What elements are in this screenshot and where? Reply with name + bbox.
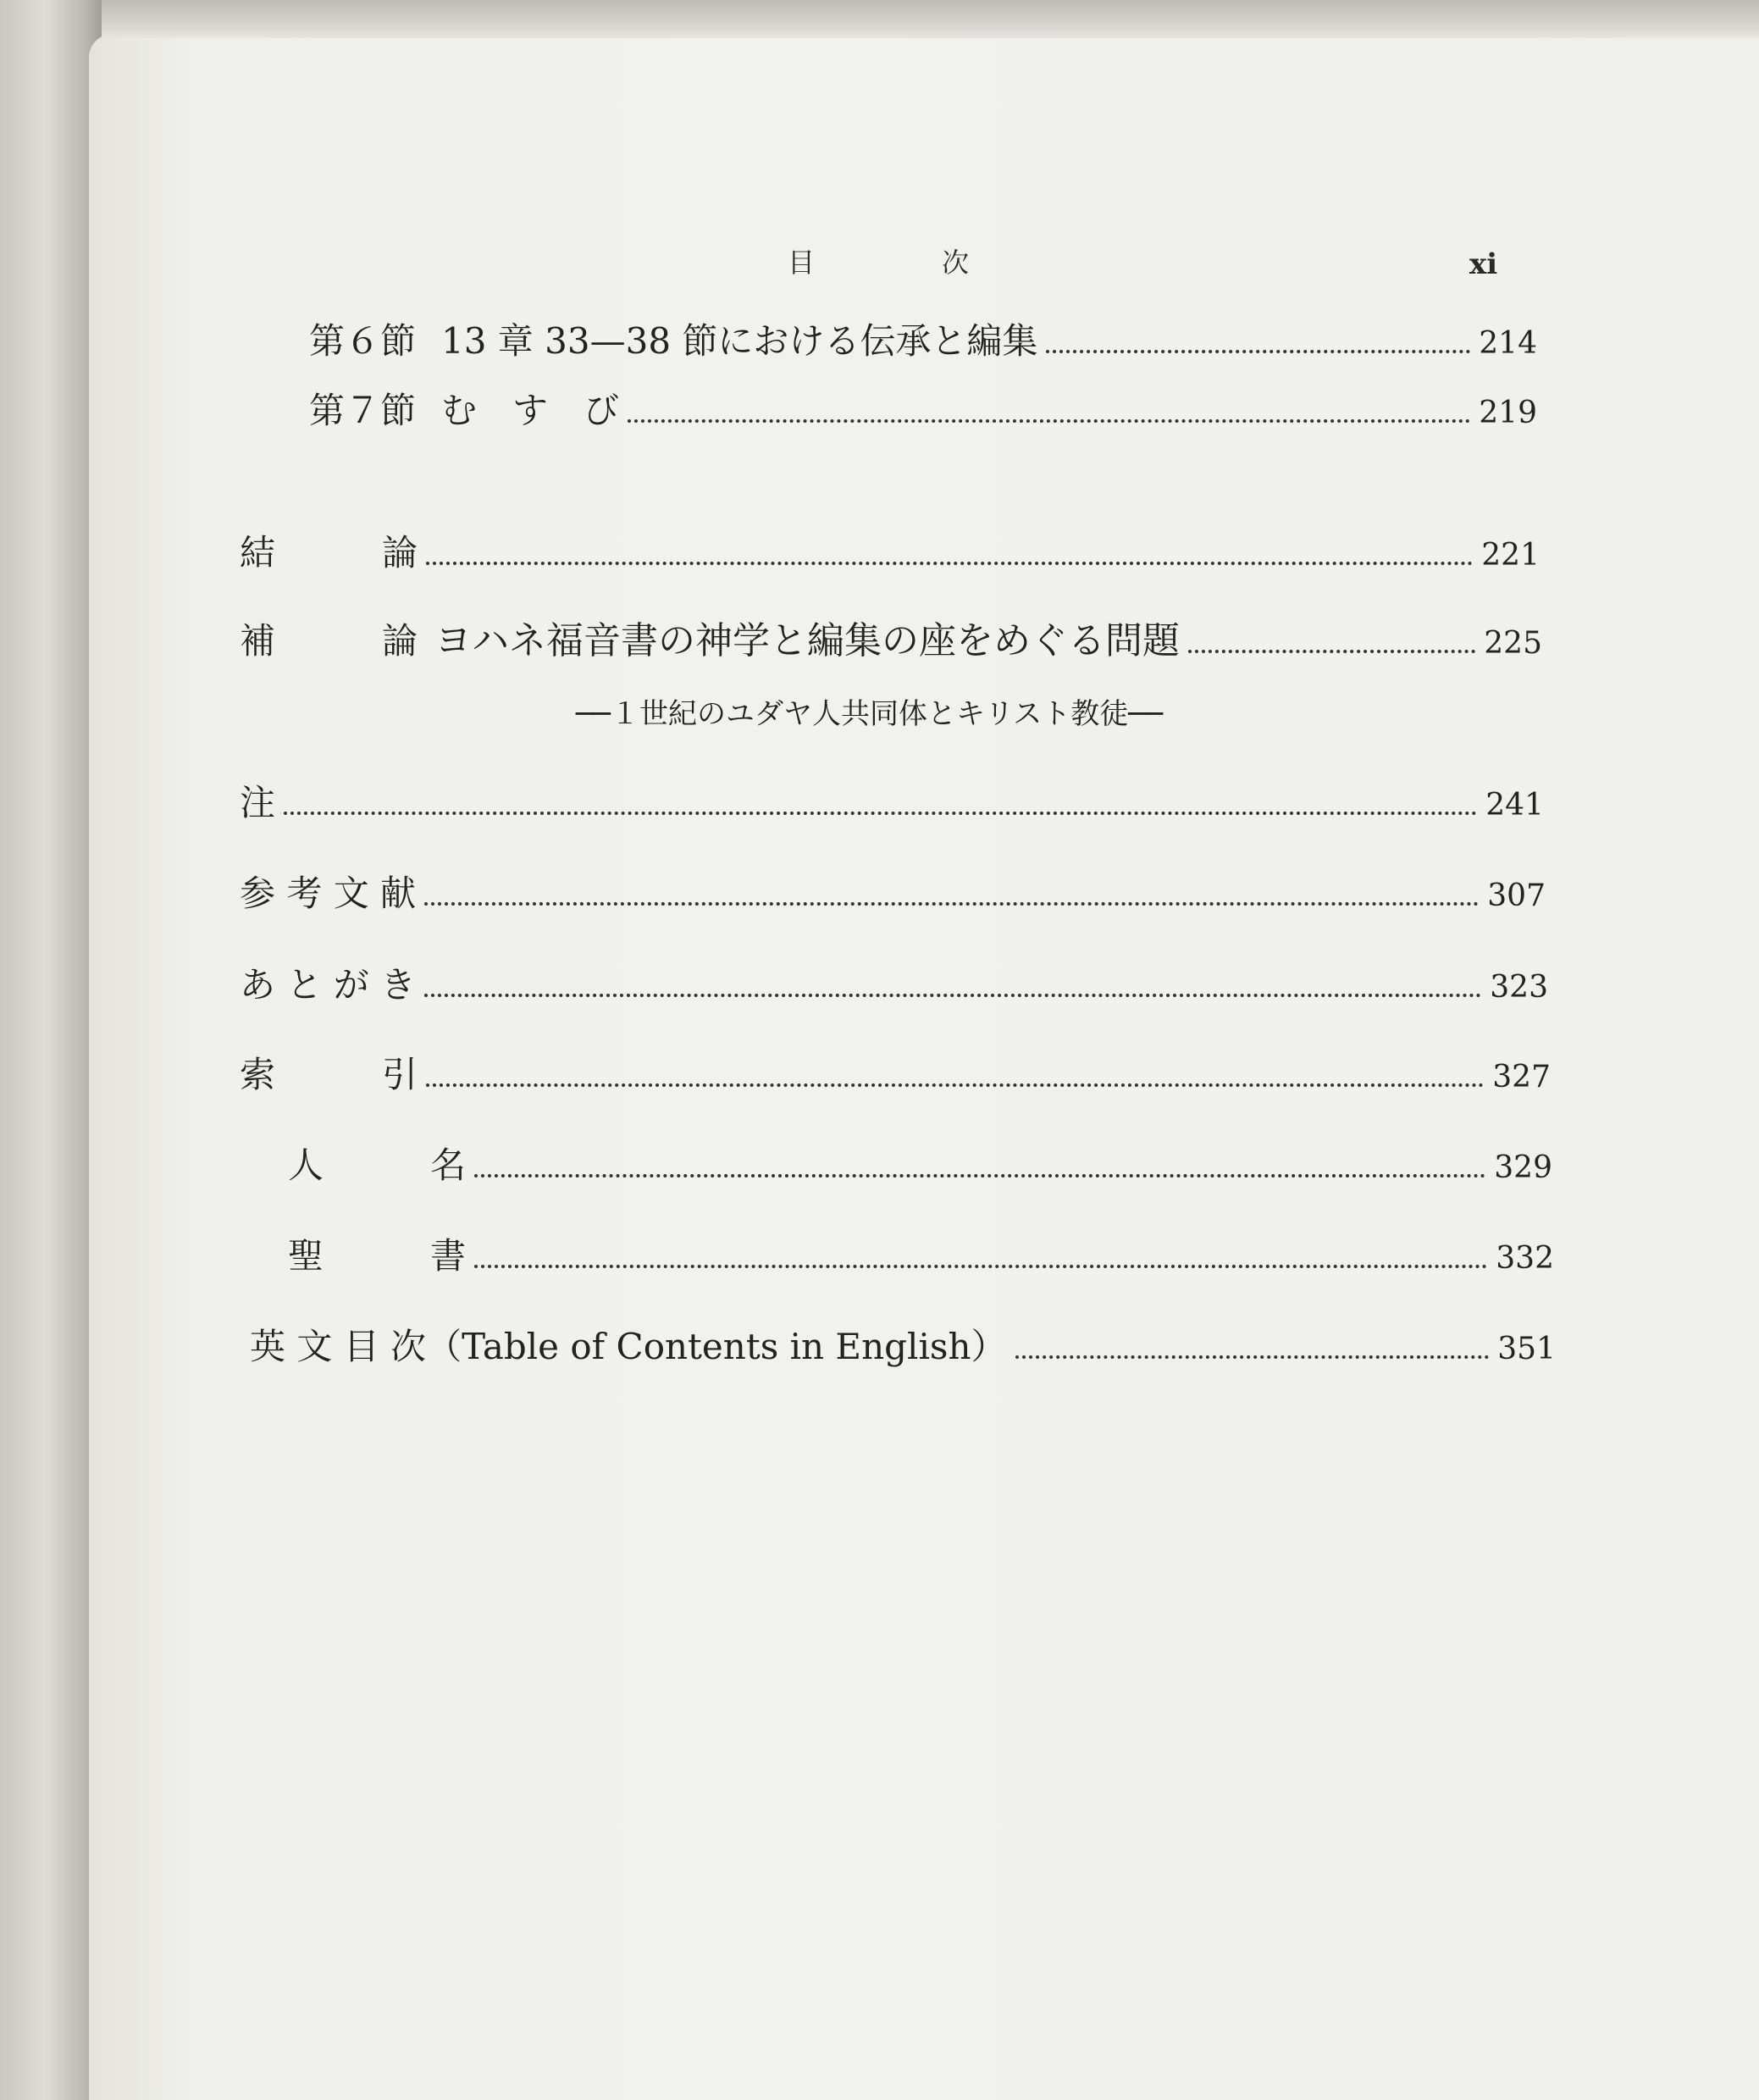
- toc-entry: [288, 1138, 1552, 1189]
- toc-entry-title: ヨハネ福音書の神学と編集の座をめぐる問題: [434, 619, 1181, 662]
- toc-entry-page: 327: [1492, 1060, 1551, 1094]
- toc-entry-page: 241: [1485, 788, 1544, 823]
- running-header-title: 目次: [788, 247, 1097, 279]
- toc-dot-leader: [1015, 1355, 1490, 1359]
- toc-entry-label: 結 論: [240, 532, 418, 573]
- toc-entry-page: 332: [1496, 1241, 1554, 1276]
- toc-dot-leader: [474, 1265, 1487, 1268]
- toc-entry-page: 351: [1497, 1332, 1556, 1366]
- toc-entry-page: 329: [1494, 1150, 1552, 1185]
- toc-entry: [240, 525, 1540, 576]
- toc-dot-leader: [1046, 350, 1470, 353]
- toc-entry-label: 参 考 文 献: [240, 873, 417, 914]
- toc-dot-leader: [426, 562, 1473, 565]
- toc-entry-page: 221: [1481, 538, 1540, 573]
- toc-entry-label: 聖 書: [288, 1235, 467, 1277]
- toc-entry-page: 214: [1479, 326, 1537, 361]
- toc-dot-leader: [284, 812, 1477, 815]
- toc-entry-title: （Table of Contents in English）: [426, 1326, 1007, 1367]
- toc-entry-label: 注: [240, 782, 276, 823]
- toc-entry-label: 人 名: [288, 1144, 467, 1186]
- toc-entry-label: あ と が き: [240, 964, 417, 1006]
- toc-dot-leader: [1188, 650, 1475, 653]
- toc-dot-leader: [424, 994, 1481, 997]
- toc-dot-leader: [474, 1174, 1485, 1177]
- toc-entry-title: 13 章 33—38 節における伝承と編集: [441, 320, 1038, 362]
- toc-entry: [240, 866, 1546, 917]
- toc-dot-leader: [628, 419, 1470, 423]
- book-spine: [0, 0, 102, 2100]
- toc-entry-label: 英 文 目 次: [250, 1326, 427, 1367]
- toc-entry-page: 323: [1490, 970, 1548, 1005]
- toc-entry-label: 第６節: [309, 320, 417, 362]
- toc-entry: [309, 383, 1537, 434]
- toc-entry: [309, 313, 1537, 364]
- toc-entry-page: 307: [1487, 878, 1546, 913]
- running-header-page-number: xi: [1469, 247, 1498, 281]
- toc-entry: [288, 1228, 1554, 1279]
- toc-entry-page: 225: [1484, 626, 1542, 661]
- toc-entry: [240, 610, 1542, 664]
- toc-dot-leader: [426, 1083, 1484, 1087]
- toc-entry-page: 219: [1479, 396, 1537, 430]
- toc-dot-leader: [424, 902, 1479, 906]
- toc-entry: [240, 957, 1548, 1008]
- toc-entry: [250, 1319, 1556, 1370]
- toc-entry-title: む す び: [441, 390, 620, 431]
- toc-entry-subtitle: ──１世紀のユダヤ人共同体とキリスト教徒──: [576, 697, 1164, 731]
- page-top-shadow: [102, 0, 1759, 38]
- toc-entry: [240, 775, 1544, 826]
- toc-entry: [240, 1047, 1551, 1098]
- toc-entry-label: 第７節: [309, 390, 417, 431]
- toc-entry-label: 索 引: [240, 1054, 418, 1095]
- toc-entry-label: 補 論: [240, 620, 418, 662]
